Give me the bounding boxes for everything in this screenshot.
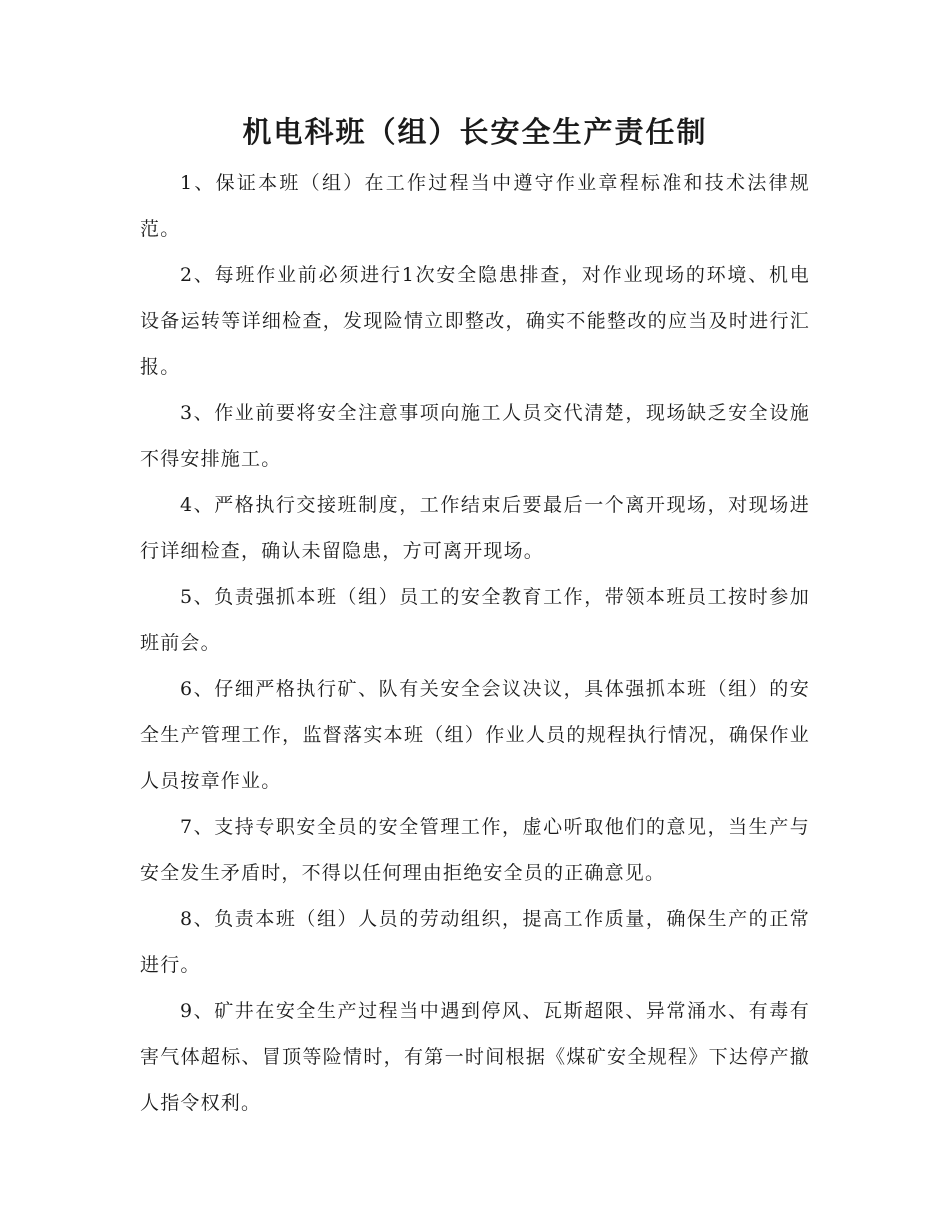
paragraph-3: 3、作业前要将安全注意事项向施工人员交代清楚，现场缺乏安全设施不得安排施工。 xyxy=(140,402,810,470)
document-body xyxy=(140,160,810,1126)
paragraph-8: 8、负责本班（组）人员的劳动组织，提高工作质量，确保生产的正常进行。 xyxy=(140,908,810,976)
paragraph-2: 2、每班作业前必须进行1次安全隐患排查，对作业现场的环境、机电设备运转等详细检查，发现险情立即整改，确实不能整改的应当及时进行汇报。 xyxy=(140,264,810,378)
paragraph-1: 1、保证本班（组）在工作过程当中遵守作业章程标准和技术法律规范。 xyxy=(140,172,810,240)
paragraph-7: 7、支持专职安全员的安全管理工作，虚心听取他们的意见，当生产与安全发生矛盾时，不得以任何理由拒绝安全员的正确意见。 xyxy=(140,816,810,884)
paragraph-6: 6、仔细严格执行矿、队有关安全会议决议，具体强抓本班（组）的安全生产管理工作，监督落实本班（组）作业人员的规程执行情况，确保作业人员按章作业。 xyxy=(140,678,810,792)
paragraph-4: 4、严格执行交接班制度，工作结束后要最后一个离开现场，对现场进行详细检查，确认未留隐患，方可离开现场。 xyxy=(140,494,810,562)
document-title: 机电科班（组）长安全生产责任制 xyxy=(242,115,708,149)
paragraph-5: 5、负责强抓本班（组）员工的安全教育工作，带领本班员工按时参加班前会。 xyxy=(140,586,810,654)
paragraph-9: 9、矿井在安全生产过程当中遇到停风、瓦斯超限、异常涌水、有毒有害气体超标、冒顶等险情时，有第一时间根据《煤矿安全规程》下达停产撤人指令权利。 xyxy=(140,1000,810,1114)
